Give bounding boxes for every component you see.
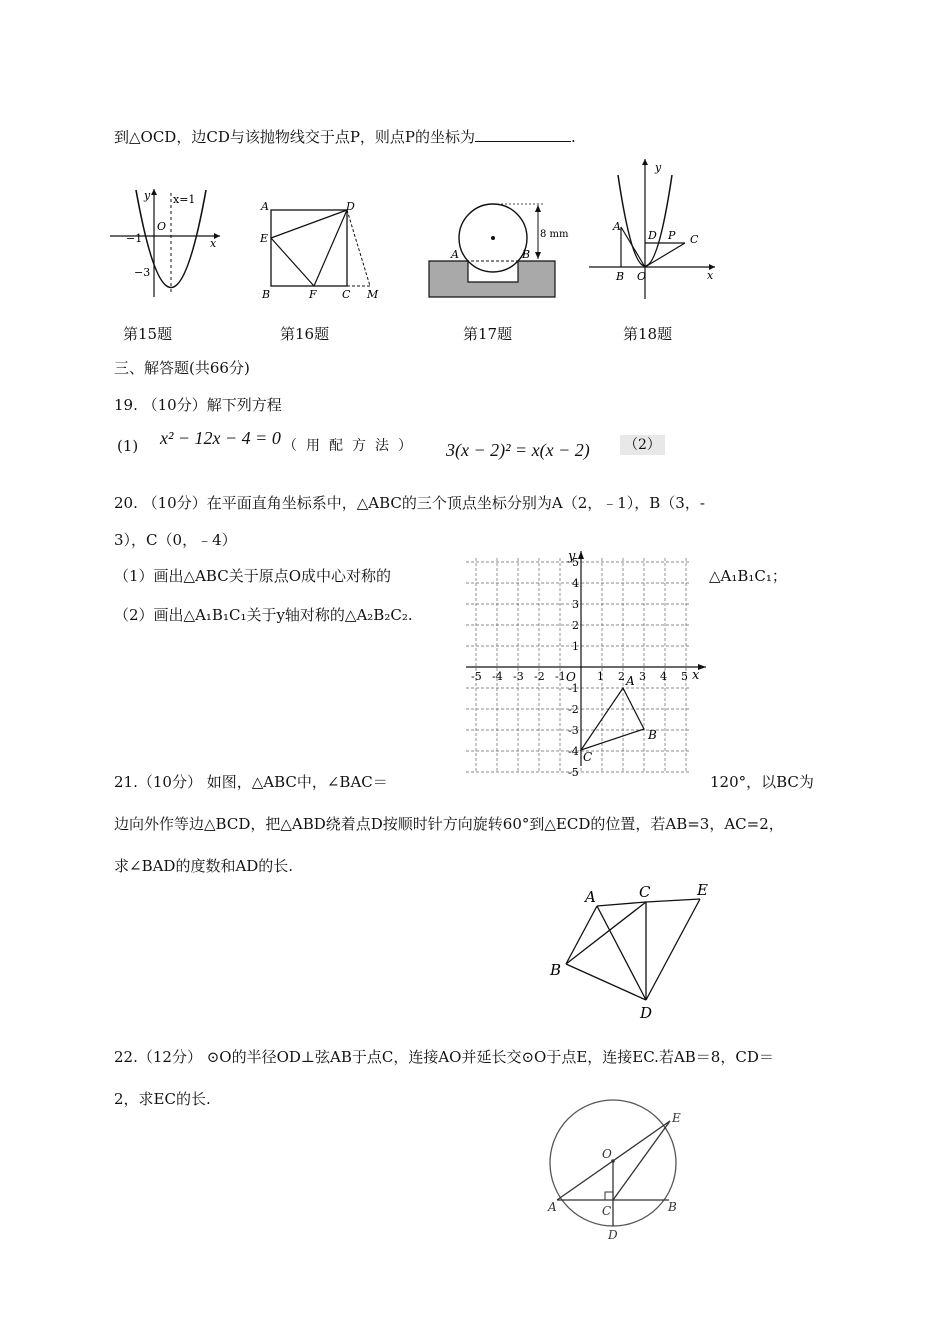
y-tick-label: -3 [568,724,579,737]
q19-equation-2: 3(x − 2)² = x(x − 2) [446,440,590,460]
q22-line1: 22.（12分） ⊙O的半径OD⊥弦AB于点C，连接AO并延长交⊙O于点E，连接EC.若AB＝8，CD＝ [114,1048,774,1066]
f18-p: P [668,229,676,242]
figure-17-ball [426,195,586,300]
q20-item2: （2）画出△A₁B₁C₁关于y轴对称的△A₂B₂C₂. [114,606,413,624]
q21-label-c: C [639,883,651,901]
q21-line2: 边向外作等边△BCD，把△ABD绕着点D按顺时针方向旋转60°到△ECD的位置，若AB=3，AC=2， [114,815,784,833]
q20-item1-end: △A₁B₁C₁； [709,567,787,585]
caption-15: 第15题 [123,325,173,343]
f15-minus3: −3 [134,266,151,279]
x-tick-label: -4 [492,670,503,683]
f18-c: C [690,233,699,246]
caption-16: 第16题 [280,325,330,343]
q22-label-b: B [668,1200,677,1214]
f18-b: B [616,270,625,283]
f16-b: B [262,288,271,301]
figure-18-rotation [585,157,725,307]
q22-label-d: D [608,1228,618,1242]
intro-line [114,127,576,147]
section-heading: 三、解答题(共66分) [114,359,250,377]
y-tick-label: -2 [568,703,579,716]
x-tick-label: 3 [639,670,646,683]
caption-18: 第18题 [623,325,673,343]
f17-dim: 8 mm [540,229,569,240]
q20-y-label: y [568,549,576,564]
q20-triangle-abc [581,688,644,750]
f16-e: E [260,232,269,245]
f18-d: D [648,229,657,242]
q21-label-a: A [585,888,596,906]
q19-part1-num: (1) [117,437,139,455]
intro-text: 到△OCD，边CD与该抛物线交于点P，则点P的坐标为 [114,128,476,146]
q19-title: 19. （10分）解下列方程 [114,396,282,414]
figure-15-parabola [108,185,228,305]
q20-x-label: x [692,668,700,683]
f15-y-label: y [144,189,151,202]
q20-point-c: C [583,750,593,764]
f16-a: A [261,200,269,213]
f16-c: C [342,288,351,301]
q21-line1a: 21.（10分） 如图，△ABC中，∠BAC＝ [114,773,388,791]
q20-point-b: B [648,728,657,742]
answer-blank[interactable] [475,127,571,142]
q20-item1: （1）画出△ABC关于原点O成中心对称的 [114,567,391,585]
q21-figure [545,880,720,1025]
q20-origin: O [566,670,576,684]
q21-line1b: 120°，以BC为 [710,773,814,791]
f18-y: y [655,161,662,174]
q19-part2-num: （2） [620,435,665,455]
f15-x-label: x [210,237,217,250]
q22-figure [542,1105,692,1245]
q22-line2: 2，求EC的长. [114,1090,211,1108]
f17-a: A [451,248,459,261]
y-tick-label: -4 [568,745,579,758]
x-tick-label: 4 [660,670,667,683]
q20-point-a: A [626,674,635,688]
q22-label-e: E [672,1111,681,1125]
y-tick-label: 5 [572,556,579,569]
x-tick-label: 5 [681,670,688,683]
q21-label-b: B [550,961,562,979]
q20-line2: 3），C（0，﹣4） [114,531,237,549]
q21-label-e: E [697,881,708,899]
q21-label-d: D [640,1004,653,1022]
f17-b: B [522,248,531,261]
q21-line3: 求∠BAD的度数和AD的长. [114,857,294,875]
y-tick-label: 2 [572,619,579,632]
q22-label-c: C [602,1204,612,1218]
y-tick-label: 1 [572,640,579,653]
x-tick-label: -3 [513,670,524,683]
q19-part1-method: （用配方法） [283,438,421,454]
x-tick-label: -5 [471,670,482,683]
f16-d: D [346,200,355,213]
f18-a: A [613,220,621,233]
figure-16-square [258,198,388,303]
caption-17: 第17题 [463,325,513,343]
f15-origin: O [157,220,167,233]
q22-label-a: A [548,1200,557,1214]
x-tick-label: 1 [597,670,604,683]
q19-equation-1: x² − 12x − 4 = 0 [160,428,281,448]
intro-end: . [571,128,576,146]
f15-axis-eq: x=1 [173,193,196,206]
f18-o: O [637,270,647,283]
f16-f: F [309,288,317,301]
q22-label-o: O [602,1147,612,1161]
f16-m: M [367,288,379,301]
y-tick-label: -5 [568,766,579,779]
x-tick-label: -2 [534,670,545,683]
y-tick-label: -1 [568,682,579,695]
f18-x: x [707,269,714,282]
f15-minus1: −1 [126,232,143,245]
q20-line1: 20. （10分）在平面直角坐标系中，△ABC的三个顶点坐标分别为A（2，﹣1），B（3，- [114,494,705,512]
x-tick-label: -1 [555,670,566,683]
y-tick-label: 3 [572,598,579,611]
x-tick-label: 2 [618,670,625,683]
y-tick-label: 4 [572,577,579,590]
q20-coordinate-grid [462,548,712,779]
